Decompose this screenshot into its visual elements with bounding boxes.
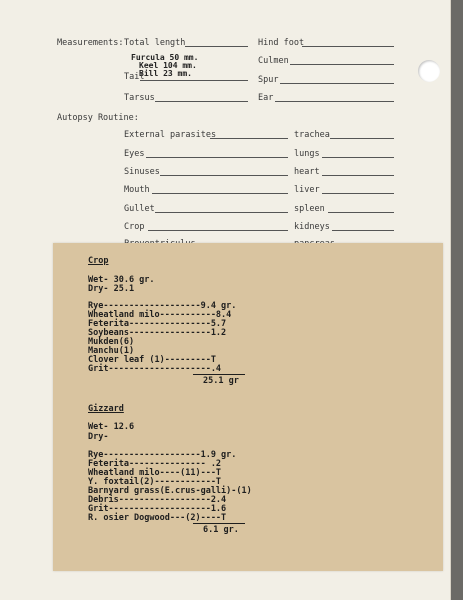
total-length-line [185, 46, 248, 47]
crop-total: 25.1 gr [203, 376, 239, 386]
crop-item: Clover leaf (1)---------T [88, 355, 216, 365]
typed-note-keel: Keel 104 mm. [139, 61, 197, 70]
autopsy-item-gullet: Gullet [124, 204, 155, 214]
autopsy-line-trachea [330, 138, 394, 139]
culmen-line [290, 64, 394, 65]
spur-label: Spur [258, 75, 279, 85]
autopsy-item-crop: Crop [124, 222, 145, 232]
autopsy-item-lungs: lungs [294, 149, 320, 159]
autopsy-line-lungs [322, 157, 394, 158]
autopsy-item-liver: liver [294, 185, 320, 195]
gizzard-item: Debris------------------2.4 [88, 495, 227, 505]
autopsy-line-external-parasites [210, 138, 288, 139]
tarsus-line [155, 101, 248, 102]
ear-label: Ear [258, 93, 274, 103]
autopsy-line-heart [322, 175, 394, 176]
autopsy-line-liver [322, 193, 394, 194]
autopsy-line-spleen [328, 212, 394, 213]
crop-item: Feterita----------------5.7 [88, 319, 227, 329]
tail-line [140, 80, 248, 81]
gizzard-total: 6.1 gr. [203, 525, 239, 535]
gizzard-item: Grit--------------------1.6 [88, 504, 227, 514]
autopsy-item-sinuses: Sinuses [124, 167, 160, 177]
hind-foot-line [302, 46, 394, 47]
gizzard-title: Gizzard [88, 404, 124, 414]
total-length-label: Total length [124, 38, 186, 48]
culmen-label: Culmen [258, 56, 289, 66]
crop-gizzard-slip [53, 243, 443, 571]
typed-note-bill: Bill 23 mm. [139, 69, 192, 78]
autopsy-item-mouth: Mouth [124, 185, 150, 195]
crop-title: Crop [88, 256, 109, 266]
crop-item: Mukden(6) [88, 337, 135, 347]
typed-note-furcula: Furcula 50 mm. [131, 53, 199, 62]
gizzard-item: Barnyard grass(E.crus-galli)-(1) [88, 486, 252, 496]
autopsy-line-gullet [155, 212, 288, 213]
autopsy-line-mouth [152, 193, 288, 194]
autopsy-line-crop [148, 230, 288, 231]
crop-dry-weight: Dry- 25.1 [88, 284, 135, 294]
tarsus-label: Tarsus [124, 93, 155, 103]
crop-wet-weight: Wet- 30.6 gr. [88, 275, 155, 285]
crop-total-rule [193, 374, 245, 375]
hind-foot-label: Hind foot [258, 38, 305, 48]
autopsy-line-eyes [146, 157, 288, 158]
gizzard-wet-weight: Wet- 12.6 [88, 422, 135, 432]
autopsy-item-kidneys: kidneys [294, 222, 330, 232]
ear-line [275, 101, 394, 102]
autopsy-line-kidneys [332, 230, 394, 231]
gizzard-item: Feterita--------------- .2 [88, 459, 222, 469]
crop-item: Grit--------------------.4 [88, 364, 222, 374]
gizzard-item: Wheatland milo----(11)---T [88, 468, 222, 478]
crop-item: Rye-------------------9.4 gr. [88, 301, 237, 311]
crop-item: Manchu(1) [88, 346, 135, 356]
gizzard-item: Y. foxtail(2)------------T [88, 477, 222, 487]
crop-item: Wheatland milo-----------8.4 [88, 310, 232, 320]
measurements-label: Measurements: [57, 38, 124, 48]
autopsy-item-trachea: trachea [294, 130, 330, 140]
autopsy-item-heart: heart [294, 167, 320, 177]
gizzard-total-rule [193, 523, 245, 524]
autopsy-item-eyes: Eyes [124, 149, 145, 159]
gizzard-dry-weight: Dry- [88, 432, 109, 442]
crop-item: Soybeans----------------1.2 [88, 328, 227, 338]
autopsy-line-sinuses [160, 175, 288, 176]
gizzard-item: R. osier Dogwood---(2)----T [88, 513, 227, 523]
autopsy-item-spleen: spleen [294, 204, 325, 214]
autopsy-item-external-parasites: External parasites [124, 130, 217, 140]
gizzard-item: Rye-------------------1.9 gr. [88, 450, 237, 460]
tail-label: Tail [124, 72, 145, 82]
punch-hole-top [418, 60, 440, 82]
spur-line [280, 83, 394, 84]
autopsy-routine-label: Autopsy Routine: [57, 113, 139, 123]
